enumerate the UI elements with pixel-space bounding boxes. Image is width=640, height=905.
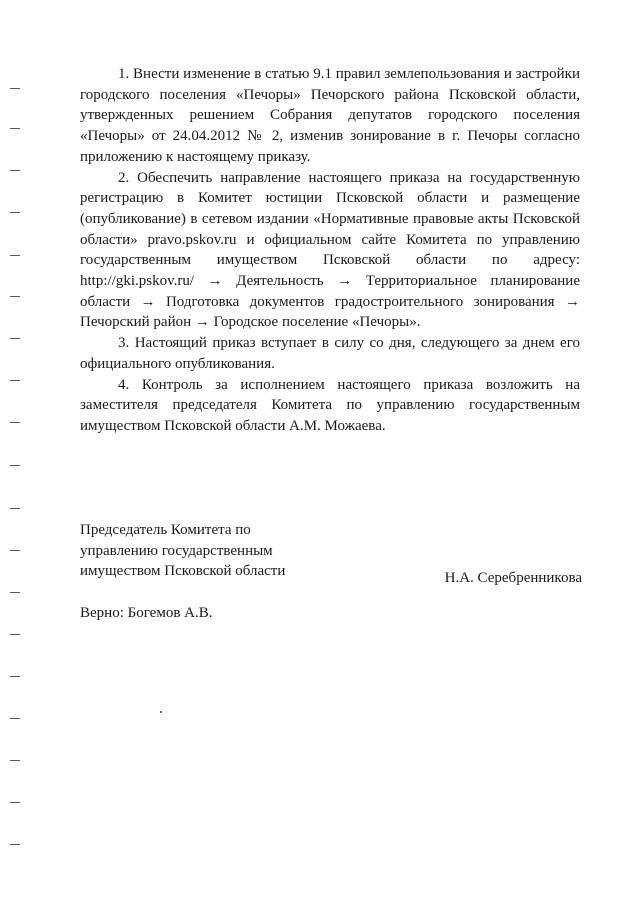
signatory-title-line-1: Председатель Комитета по <box>80 522 251 538</box>
paragraph-3: 3. Настоящий приказ вступает в силу со дня, следующего за днем его официального опубликования. <box>80 335 580 372</box>
signatory-title-line-3: имуществом Псковской области <box>80 563 286 579</box>
paragraph-1: 1. Внести изменение в статью 9.1 правил землепользования и застройки городского поселения «Печоры» Печорского района Псковской области, утвержденных решением Собрания депутатов городского поселения «Печоры» от 24.04.2012 № 2, изменив зонирование в г. Печоры согласно приложению к настоящему приказу. <box>80 66 580 165</box>
scan-margin-marks <box>0 0 24 905</box>
verification-line: Верно: Богемов А.В. <box>80 605 213 621</box>
signatory-title-line-2: управлению государственным <box>80 542 273 559</box>
signatory-name: Н.А. Серебренникова <box>444 570 582 586</box>
signature-block <box>80 520 590 586</box>
paragraph-2: 2. Обеспечить направление настоящего приказа на государственную регистрацию в Комитет юстиции Псковской области и размещение (опубликование) в сетевом издании «Нормативные правовые акты Псковской области» pravo.pskov.ru и официальном сайте Комитета по управлению государственным имуществом Псковской области по адресу: http://gki.pskov.ru/ → Деятельность → Территориальное планирование области → Подготовка документов градостроительного зонирования → Печорский район → Городское поселение «Печоры». <box>80 169 580 331</box>
document-body <box>80 64 580 437</box>
scan-speck <box>160 711 162 713</box>
paragraph-4: 4. Контроль за исполнением настоящего приказа возложить на заместителя председателя Комитета по управлению государственным имуществом Псковской области А.М. Можаева. <box>80 376 580 434</box>
